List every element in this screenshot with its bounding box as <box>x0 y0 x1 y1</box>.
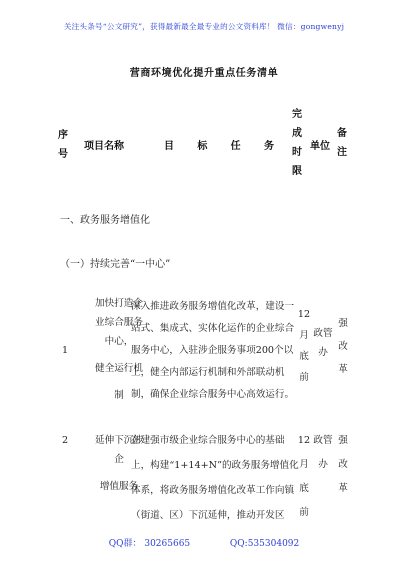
row-unit-line: 办 <box>318 459 328 470</box>
row-seq: 2 <box>62 435 69 446</box>
row-deadline-line: 12 <box>297 435 311 446</box>
row-deadline-line: 底 <box>299 351 309 362</box>
header-seq <box>58 126 68 164</box>
footer-qq: QQ:535304092 <box>229 539 300 549</box>
header-seq-char: 序 <box>58 130 68 141</box>
subsection-heading: （一）持续完善“一中心” <box>60 259 171 270</box>
row-unit <box>310 324 336 362</box>
row-deadline-line: 前 <box>299 507 309 518</box>
row-task-line: 深入推进政务服务增值化改革，建设一 <box>131 301 295 312</box>
section-heading: 一、政务服务增值化 <box>60 215 150 226</box>
footer-contact <box>0 536 408 549</box>
header-deadline-char: 时 <box>292 147 302 158</box>
header-task-char: 务 <box>263 141 274 152</box>
header-seq-char: 号 <box>58 149 68 160</box>
row-task-line: 站式、集成式、实体化运作的企业综合 <box>131 323 295 334</box>
header-deadline-char: 成 <box>292 128 302 139</box>
row-seq: 1 <box>62 345 69 356</box>
header-task <box>164 137 274 156</box>
row-name-line: 健全运行机 <box>95 363 143 374</box>
header-task-char: 目 <box>164 141 174 152</box>
row-remark-line: 革 <box>338 483 348 494</box>
row-task-line: 制，确保企业综合服务中心高效运行。 <box>131 389 295 400</box>
row-name-line: 中心， <box>104 336 134 347</box>
row-task-line: 服务中心，入驻涉企服务事项200个以 <box>131 345 294 356</box>
row-task-line: 在建强市级企业综合服务中心的基础 <box>131 435 285 446</box>
row-name-line: 延伸下沉涉 <box>95 435 143 446</box>
row-task-line: 体系，将政务服务增值化改革工作向镇 <box>131 485 295 496</box>
header-name: 项目名称 <box>84 141 124 152</box>
row-task <box>131 431 299 531</box>
row-remark <box>336 314 350 383</box>
row-task-line: （街道、区）下沉延伸，推动开发区 <box>131 510 285 521</box>
row-name-line: 制 <box>114 390 124 401</box>
row-remark-line: 改 <box>338 459 348 470</box>
row-remark-line: 改 <box>338 341 348 352</box>
header-task-char: 任 <box>230 141 241 152</box>
row-deadline-line: 前 <box>299 372 309 383</box>
row-unit-line: 办 <box>318 347 328 358</box>
row-remark-line: 强 <box>338 318 348 329</box>
row-remark <box>336 431 350 503</box>
footer-qq-group: QQ群： 30265665 <box>108 539 191 549</box>
row-task-line: 上，健全内部运行机制和外部联动机 <box>131 367 285 378</box>
row-task-line: 上，构建“1+14+N”的政务服务增值化 <box>131 460 299 471</box>
row-unit-line: 政管 <box>313 435 333 446</box>
row-unit <box>310 431 336 474</box>
header-task-char: 标 <box>197 141 208 152</box>
row-task <box>131 297 299 407</box>
row-remark-line: 革 <box>338 364 348 375</box>
header-remark-char: 注 <box>337 147 347 158</box>
header-banner: 关注头条号“公文研究”，获得最新最全最专业的公文资料库！ 微信：gongwenyj <box>63 22 345 31</box>
row-deadline-line: 月 <box>299 459 309 470</box>
header-deadline-char: 限 <box>292 166 302 177</box>
row-deadline-line: 12 <box>297 309 311 320</box>
row-deadline-line: 月 <box>299 330 309 341</box>
row-name-line: 企 <box>114 454 124 465</box>
header-unit: 单位 <box>310 141 330 152</box>
page-title: 营商环境优化提升重点任务清单 <box>129 68 279 79</box>
row-name-line: 加快打造企 <box>95 298 143 309</box>
header-remark-char: 备 <box>337 128 347 139</box>
row-deadline-line: 底 <box>299 483 309 494</box>
row-name-line: 业综合服务 <box>95 317 143 328</box>
header-remark <box>337 124 347 162</box>
row-name-line: 增值服务 <box>99 481 139 492</box>
row-unit-line: 政管 <box>313 328 333 339</box>
header-deadline <box>292 105 302 181</box>
row-remark-line: 强 <box>338 435 348 446</box>
header-deadline-char: 完 <box>292 109 302 120</box>
